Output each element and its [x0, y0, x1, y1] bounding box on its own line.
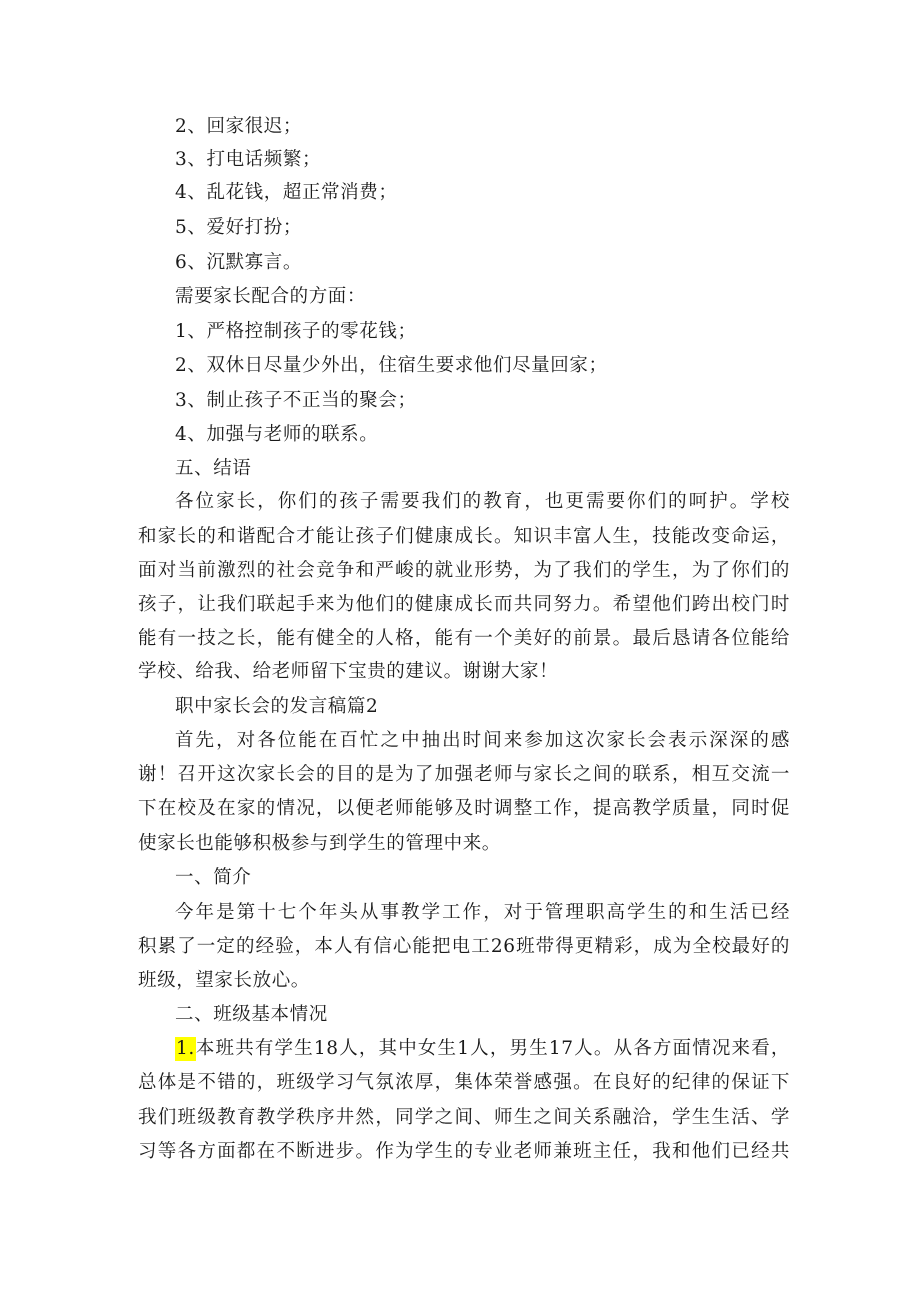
list-item: 4、乱花钱，超正常消费；	[175, 182, 398, 203]
paragraph-text: 本班共有学生18人，其中女生1人，男生17人。从各方面情况来看，	[195, 1038, 790, 1059]
paragraph-line: 习等各方面都在不断进步。作为学生的专业老师兼班主任，我和他们已经共	[138, 1141, 790, 1162]
article-title: 职中家长会的发言稿篇2	[175, 696, 379, 717]
paragraph-line: 我们班级教育教学秩序井然，同学之间、师生之间关系融洽，学生生活、学	[138, 1107, 790, 1128]
paragraph-line: 各位家长，你们的孩子需要我们的教育，也更需要你们的呵护。学校	[175, 491, 790, 512]
paragraph-line: 积累了一定的经验，本人有信心能把电工26班带得更精彩，成为全校最好的	[138, 936, 790, 957]
section-heading: 二、班级基本情况	[175, 1004, 328, 1025]
list-item: 5、爱好打扮；	[175, 217, 302, 238]
list-item: 2、回家很迟；	[175, 116, 302, 137]
paragraph-line: 孩子，让我们联起手来为他们的健康成长而共同努力。希望他们跨出校门时	[138, 594, 790, 615]
list-item: 4、加强与老师的联系。	[175, 424, 379, 445]
paragraph-line: 面对当前激烈的社会竞争和严峻的就业形势，为了我们的学生，为了你们的	[138, 560, 790, 581]
paragraph-line: 首先，对各位能在百忙之中抽出时间来参加这次家长会表示深深的感	[175, 730, 790, 751]
paragraph-line: 学校、给我、给老师留下宝贵的建议。谢谢大家！	[138, 661, 559, 682]
section-heading: 需要家长配合的方面：	[175, 286, 367, 307]
list-item: 2、双休日尽量少外出，住宿生要求他们尽量回家；	[175, 355, 608, 376]
paragraph-line: 下在校及在家的情况，以便老师能够及时调整工作，提高教学质量，同时促	[138, 798, 790, 819]
highlighted-marker: 1.	[176, 1038, 195, 1059]
paragraph-line	[175, 1037, 790, 1061]
section-heading: 五、结语	[175, 458, 252, 479]
paragraph-line: 总体是不错的，班级学习气氛浓厚，集体荣誉感强。在良好的纪律的保证下	[138, 1072, 790, 1093]
paragraph-line: 班级，望家长放心。	[138, 970, 310, 991]
list-item: 1、严格控制孩子的零花钱；	[175, 321, 417, 342]
list-item: 6、沉默寡言。	[175, 252, 302, 273]
paragraph-line: 能有一技之长，能有健全的人格，能有一个美好的前景。最后恳请各位能给	[138, 628, 790, 649]
section-heading: 一、简介	[175, 867, 252, 888]
paragraph-line: 谢！召开这次家长会的目的是为了加强老师与家长之间的联系，相互交流一	[138, 764, 790, 785]
paragraph-line: 和家长的和谐配合才能让孩子们健康成长。知识丰富人生，技能改变命运，	[138, 526, 790, 547]
paragraph-line: 使家长也能够积极参与到学生的管理中来。	[138, 833, 501, 854]
paragraph-line: 今年是第十七个年头从事教学工作，对于管理职高学生的和生活已经	[175, 902, 790, 923]
list-item: 3、打电话频繁；	[175, 149, 322, 170]
list-item: 3、制止孩子不正当的聚会；	[175, 390, 417, 411]
